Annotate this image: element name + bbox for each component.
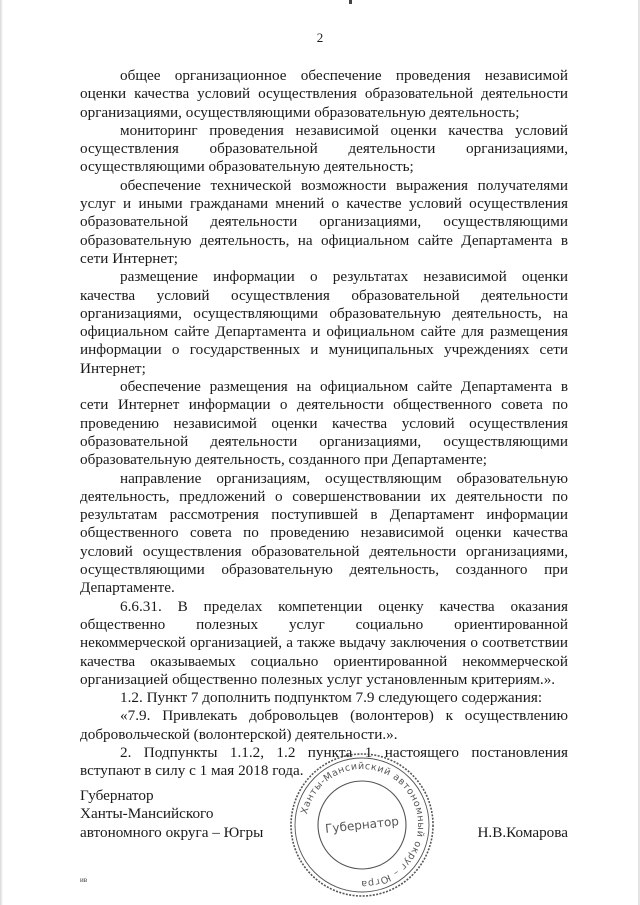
paragraph: общее организационное обеспечение проведения независимой оценки качества условий осуществления образовательной деятельности организациями, осуществляющими образовательную деятельность; — [80, 67, 568, 121]
stamp-ring-text: Ханты-Мансийский автономный округ – Югра — [299, 760, 427, 890]
paragraph: размещение информации о результатах независимой оценки качества условий осуществления образовательной деятельности организациями, осуществляющими образовательную деятельность, на официальном сайте Департамента и официальном сайте для размещения информации о государственных и муниципальных учреждениях сети Интернет; — [80, 268, 568, 377]
paragraph: направление организациям, осуществляющим образовательную деятельность, предложений о совершенствовании их деятельности по результатам рассмотрения поступившей в Департамент информации общественного совета по проведению независимой оценки качества условий осуществления образовательной деятельности организациями, осуществляющими образовательную деятельность, созданного при Департаменте. — [80, 469, 568, 597]
document-body — [80, 67, 568, 781]
signer-position-line: Губернатор — [80, 787, 154, 804]
scan-mark — [349, 0, 352, 4]
signer-position — [80, 787, 263, 842]
paragraph: «7.9. Привлекать добровольцев (волонтеров) к осуществлению добровольческой (волонтерской) деятельности.». — [80, 707, 568, 743]
page-left-edge — [0, 0, 3, 905]
paragraph: 2. Подпункты 1.1.2, 1.2 пункта 1 настоящего постановления вступают в силу с 1 мая 2018 года. — [80, 743, 568, 780]
official-stamp — [287, 750, 437, 900]
signer-name: Н.В.Комарова — [477, 823, 568, 841]
stamp-center-text: Губернатор — [324, 814, 400, 836]
signer-position-line: Ханты-Мансийского — [80, 805, 214, 823]
paragraph: 1.2. Пункт 7 дополнить подпунктом 7.9 следующего содержания: — [120, 689, 543, 707]
footer-code: ив — [80, 876, 88, 884]
paragraph: обеспечение размещения на официальном сайте Департамента в сети Интернет информации о деятельности общественного совета по проведению независимой оценки качества условий осуществления образовательной деятельности организациями, осуществляющими образовательную деятельность, созданного при Департаменте; — [80, 378, 568, 469]
signer-position-line: автономного округа – Югры — [80, 823, 264, 841]
paragraph: 6.6.31. В пределах компетенции оценку качества оказания общественно полезных услуг социально ориентированной некоммерческой организацией, а также выдачу заключения о соответствии качества оказываемых социально ориентированной некоммерческой организацией общественно полезных услуг установленным критериям.». — [80, 597, 568, 688]
paragraph: мониторинг проведения независимой оценки качества условий осуществления образовательной деятельности организациями, осуществляющими образовательную деятельность; — [80, 121, 568, 176]
page-number: 2 — [316, 30, 324, 45]
paragraph: обеспечение технической возможности выражения получателями услуг и иными гражданами мнений о качестве условий осуществления образовательной деятельности организациями, осуществляющими образовательную деятельность, на официальном сайте Департамента в сети Интернет; — [80, 176, 568, 267]
